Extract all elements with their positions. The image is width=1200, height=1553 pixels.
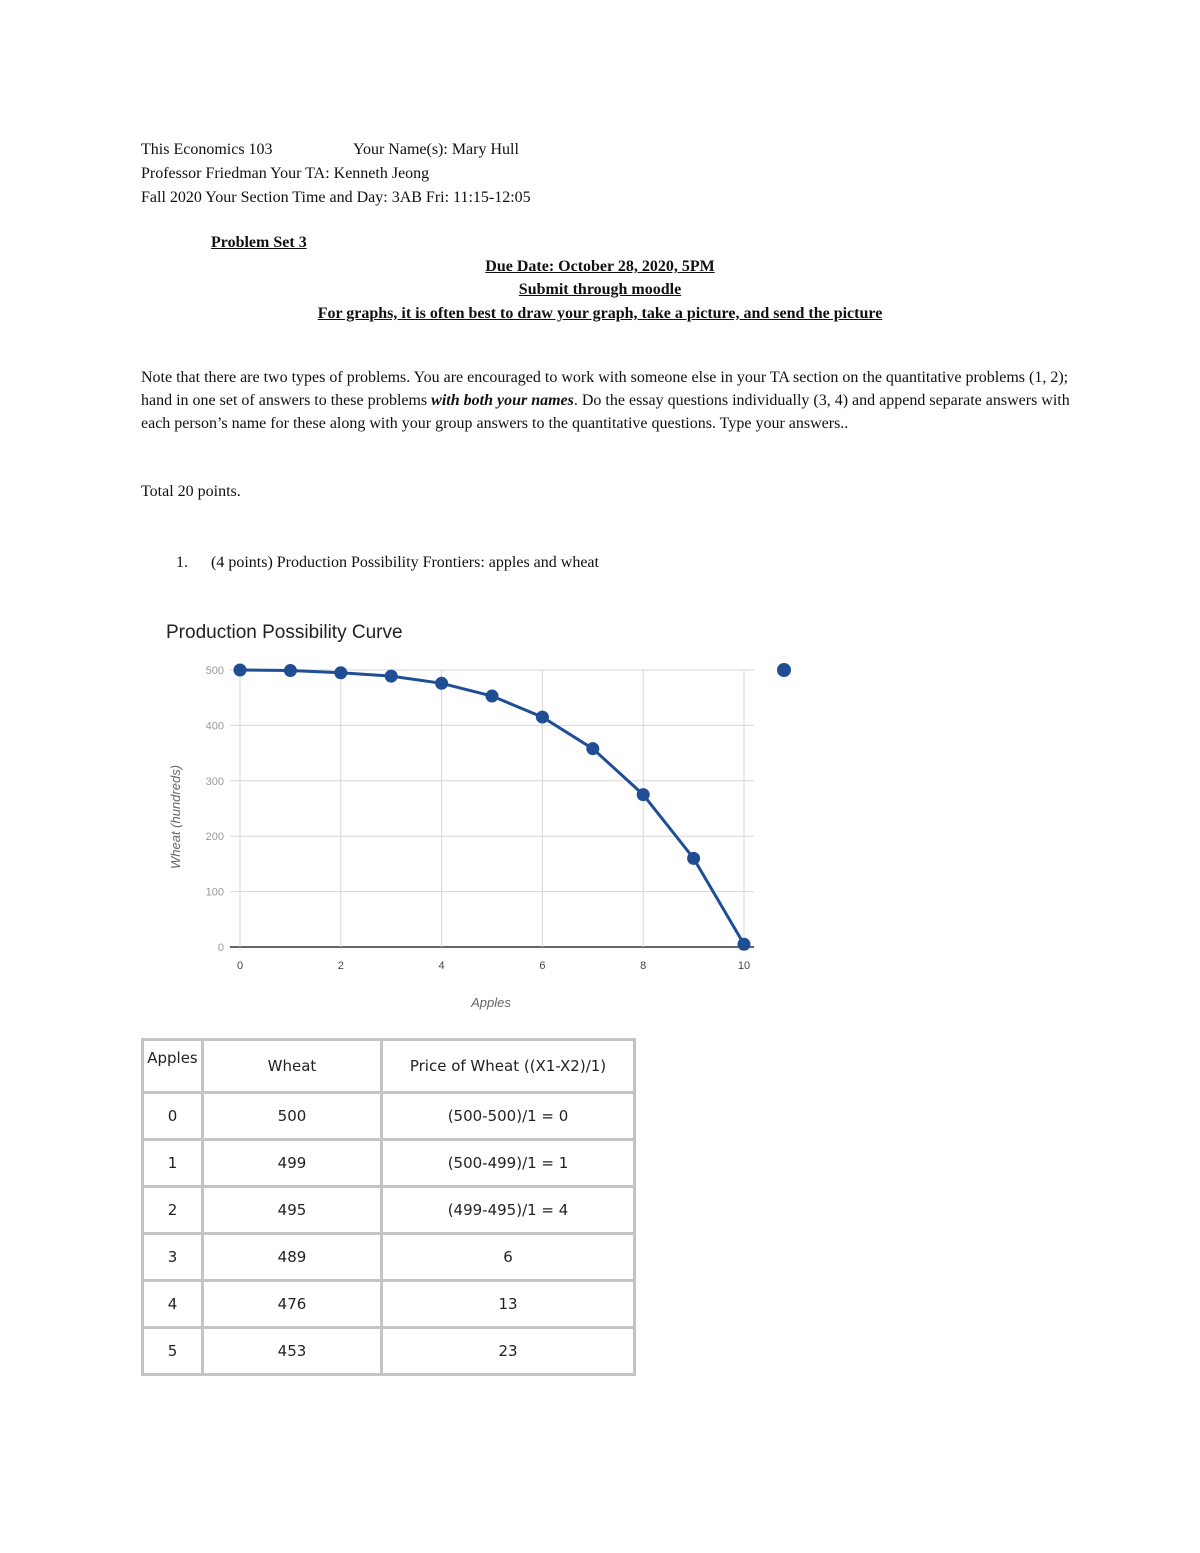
cell-price: 23	[382, 1328, 635, 1375]
cell-price: 6	[382, 1234, 635, 1281]
instructions-emphasis: with both your names	[431, 392, 574, 409]
data-point	[486, 690, 499, 703]
cell-price: (500-499)/1 = 1	[382, 1140, 635, 1187]
data-point	[334, 666, 347, 679]
y-tick-label: 0	[217, 942, 224, 954]
y-tick-label: 100	[205, 886, 224, 899]
data-point	[536, 711, 549, 724]
cell-wheat: 489	[203, 1234, 382, 1281]
data-point	[687, 852, 700, 865]
y-tick-label: 200	[205, 831, 224, 844]
series-line	[240, 670, 744, 944]
cell-apples: 3	[143, 1234, 203, 1281]
legend-marker	[777, 663, 791, 677]
production-possibility-chart	[160, 655, 820, 1025]
chart-title: Production Possibility Curve	[166, 622, 403, 643]
data-point	[234, 664, 247, 677]
data-point	[586, 742, 599, 755]
course-label: This Economics 103	[141, 141, 273, 158]
x-tick-label: 2	[337, 960, 344, 972]
y-tick-label: 500	[205, 665, 224, 677]
y-axis-label: Wheat (hundreds)	[168, 764, 183, 870]
cell-wheat: 453	[203, 1328, 382, 1375]
table-row	[143, 1234, 635, 1281]
total-points: Total 20 points.	[141, 483, 241, 500]
x-axis-label: Apples	[471, 995, 511, 1010]
cell-wheat: 476	[203, 1281, 382, 1328]
problem-set-title: Problem Set 3	[211, 234, 307, 251]
question-number: 1.	[176, 554, 188, 571]
data-point	[435, 677, 448, 690]
table-row	[143, 1140, 635, 1187]
wheat-price-table	[141, 1038, 636, 1376]
instructions-text-2: . Do the essay questions individually (3, 4) and append separate answers with each person’s name for these along with your group answers to the quantitative questions. Type your answers..	[141, 392, 1070, 432]
data-point	[738, 938, 751, 951]
header-price: Price of Wheat ((X1-X2)/1)	[382, 1040, 635, 1093]
cell-price: (499-495)/1 = 4	[382, 1187, 635, 1234]
cell-apples: 5	[143, 1328, 203, 1375]
graphs-note: For graphs, it is often best to draw your graph, take a picture, and send the picture	[317, 305, 883, 322]
term-section-line: Fall 2020 Your Section Time and Day: 3AB Fri: 11:15-12:05	[141, 189, 531, 206]
table-row	[143, 1093, 635, 1140]
professor-ta-line: Professor Friedman Your TA: Kenneth Jeong	[141, 165, 430, 182]
data-point	[385, 670, 398, 683]
y-tick-label: 400	[205, 720, 224, 733]
x-tick-label: 8	[640, 960, 647, 972]
instructions-text-1: Note that there are two types of problems. You are encouraged to work with someone else in your TA section on the quantitative problems (1, 2); hand in one set of answers to these problems	[141, 369, 1069, 409]
cell-apples: 2	[143, 1187, 203, 1234]
x-tick-label: 4	[438, 960, 445, 972]
due-date: Due Date: October 28, 2020, 5PM	[485, 258, 715, 275]
submit-note: Submit through moodle	[518, 281, 682, 298]
x-tick-label: 0	[236, 960, 244, 972]
header-apples: Apples	[143, 1040, 203, 1093]
cell-apples: 4	[143, 1281, 203, 1328]
data-point	[637, 788, 650, 801]
cell-apples: 0	[143, 1093, 203, 1140]
y-tick-label: 300	[205, 775, 224, 788]
x-tick-label: 6	[539, 960, 546, 972]
question-text: (4 points) Production Possibility Frontiers: apples and wheat	[211, 554, 599, 571]
table-header-row	[143, 1040, 635, 1093]
x-tick-label: 10	[737, 960, 751, 972]
instructions-paragraph	[141, 366, 1071, 435]
cell-wheat: 499	[203, 1140, 382, 1187]
table-row	[143, 1187, 635, 1234]
student-names: Your Name(s): Mary Hull	[353, 141, 519, 158]
cell-wheat: 500	[203, 1093, 382, 1140]
cell-price: 13	[382, 1281, 635, 1328]
cell-wheat: 495	[203, 1187, 382, 1234]
cell-price: (500-500)/1 = 0	[382, 1093, 635, 1140]
data-point	[284, 664, 297, 677]
cell-apples: 1	[143, 1140, 203, 1187]
header-wheat: Wheat	[203, 1040, 382, 1093]
table-row	[143, 1328, 635, 1375]
table-row	[143, 1281, 635, 1328]
